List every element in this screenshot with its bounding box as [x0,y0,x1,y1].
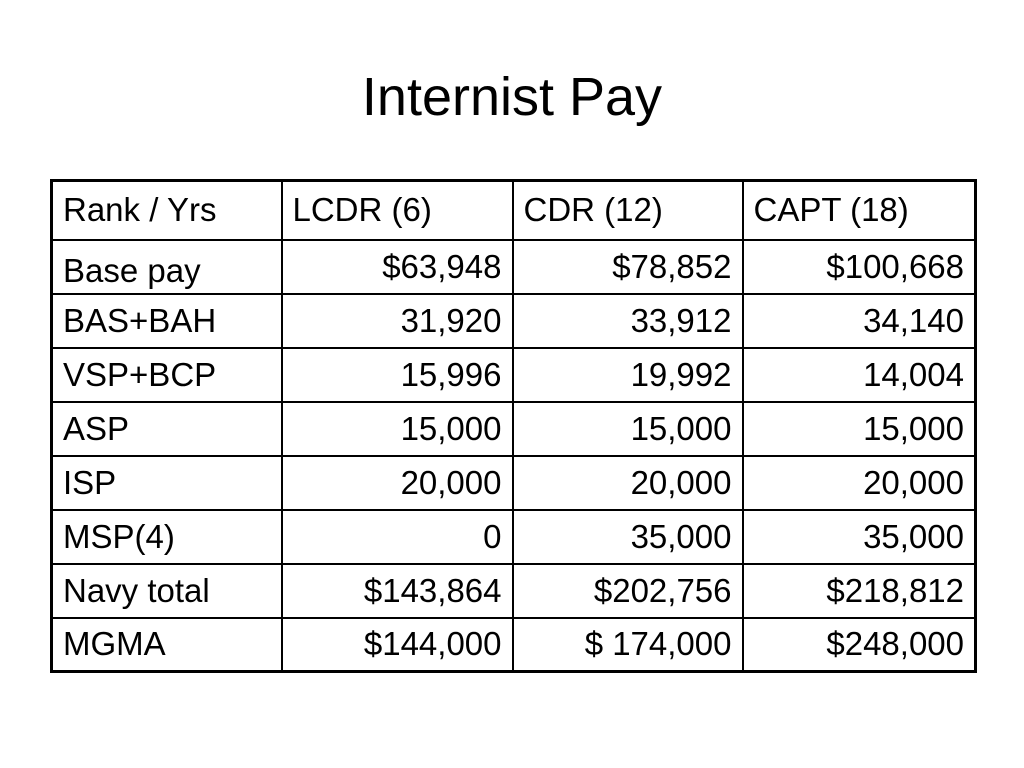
cell-capt: 15,000 [743,402,976,456]
cell-lcdr: 20,000 [282,456,513,510]
row-label: ISP [52,456,282,510]
row-label: MSP(4) [52,510,282,564]
cell-cdr: $ 174,000 [513,618,743,672]
cell-cdr: $78,852 [513,240,743,294]
cell-lcdr: 15,996 [282,348,513,402]
cell-cdr: 15,000 [513,402,743,456]
pay-table [50,179,977,673]
row-label: VSP+BCP [52,348,282,402]
cell-cdr: 19,992 [513,348,743,402]
row-label: ASP [52,402,282,456]
cell-capt: $218,812 [743,564,976,618]
cell-capt: 34,140 [743,294,976,348]
cell-capt: $100,668 [743,240,976,294]
cell-lcdr: $63,948 [282,240,513,294]
cell-lcdr: 0 [282,510,513,564]
cell-cdr: 20,000 [513,456,743,510]
table-row-msp [52,510,976,564]
slide-title: Internist Pay [361,67,663,127]
cell-lcdr: 15,000 [282,402,513,456]
cell-cdr: $202,756 [513,564,743,618]
cell-capt: 35,000 [743,510,976,564]
cell-lcdr: 31,920 [282,294,513,348]
row-label: Navy total [52,564,282,618]
cell-lcdr: $143,864 [282,564,513,618]
row-label: BAS+BAH [52,294,282,348]
table-row-vsp-bcp [52,348,976,402]
cell-cdr: 33,912 [513,294,743,348]
cell-lcdr: $144,000 [282,618,513,672]
row-label: Base pay [52,240,282,294]
cell-capt: $248,000 [743,618,976,672]
table-row-mgma [52,618,976,672]
table-row-base-pay [52,240,976,294]
cell-capt: 14,004 [743,348,976,402]
table-row-navy-total [52,564,976,618]
header-cdr: CDR (12) [513,181,743,240]
row-label: MGMA [52,618,282,672]
table-row-bas-bah [52,294,976,348]
table-row-asp [52,402,976,456]
header-lcdr: LCDR (6) [282,181,513,240]
header-capt: CAPT (18) [743,181,976,240]
table-row-isp [52,456,976,510]
header-row [52,181,976,240]
cell-cdr: 35,000 [513,510,743,564]
header-rank-yrs: Rank / Yrs [52,181,282,240]
cell-capt: 20,000 [743,456,976,510]
